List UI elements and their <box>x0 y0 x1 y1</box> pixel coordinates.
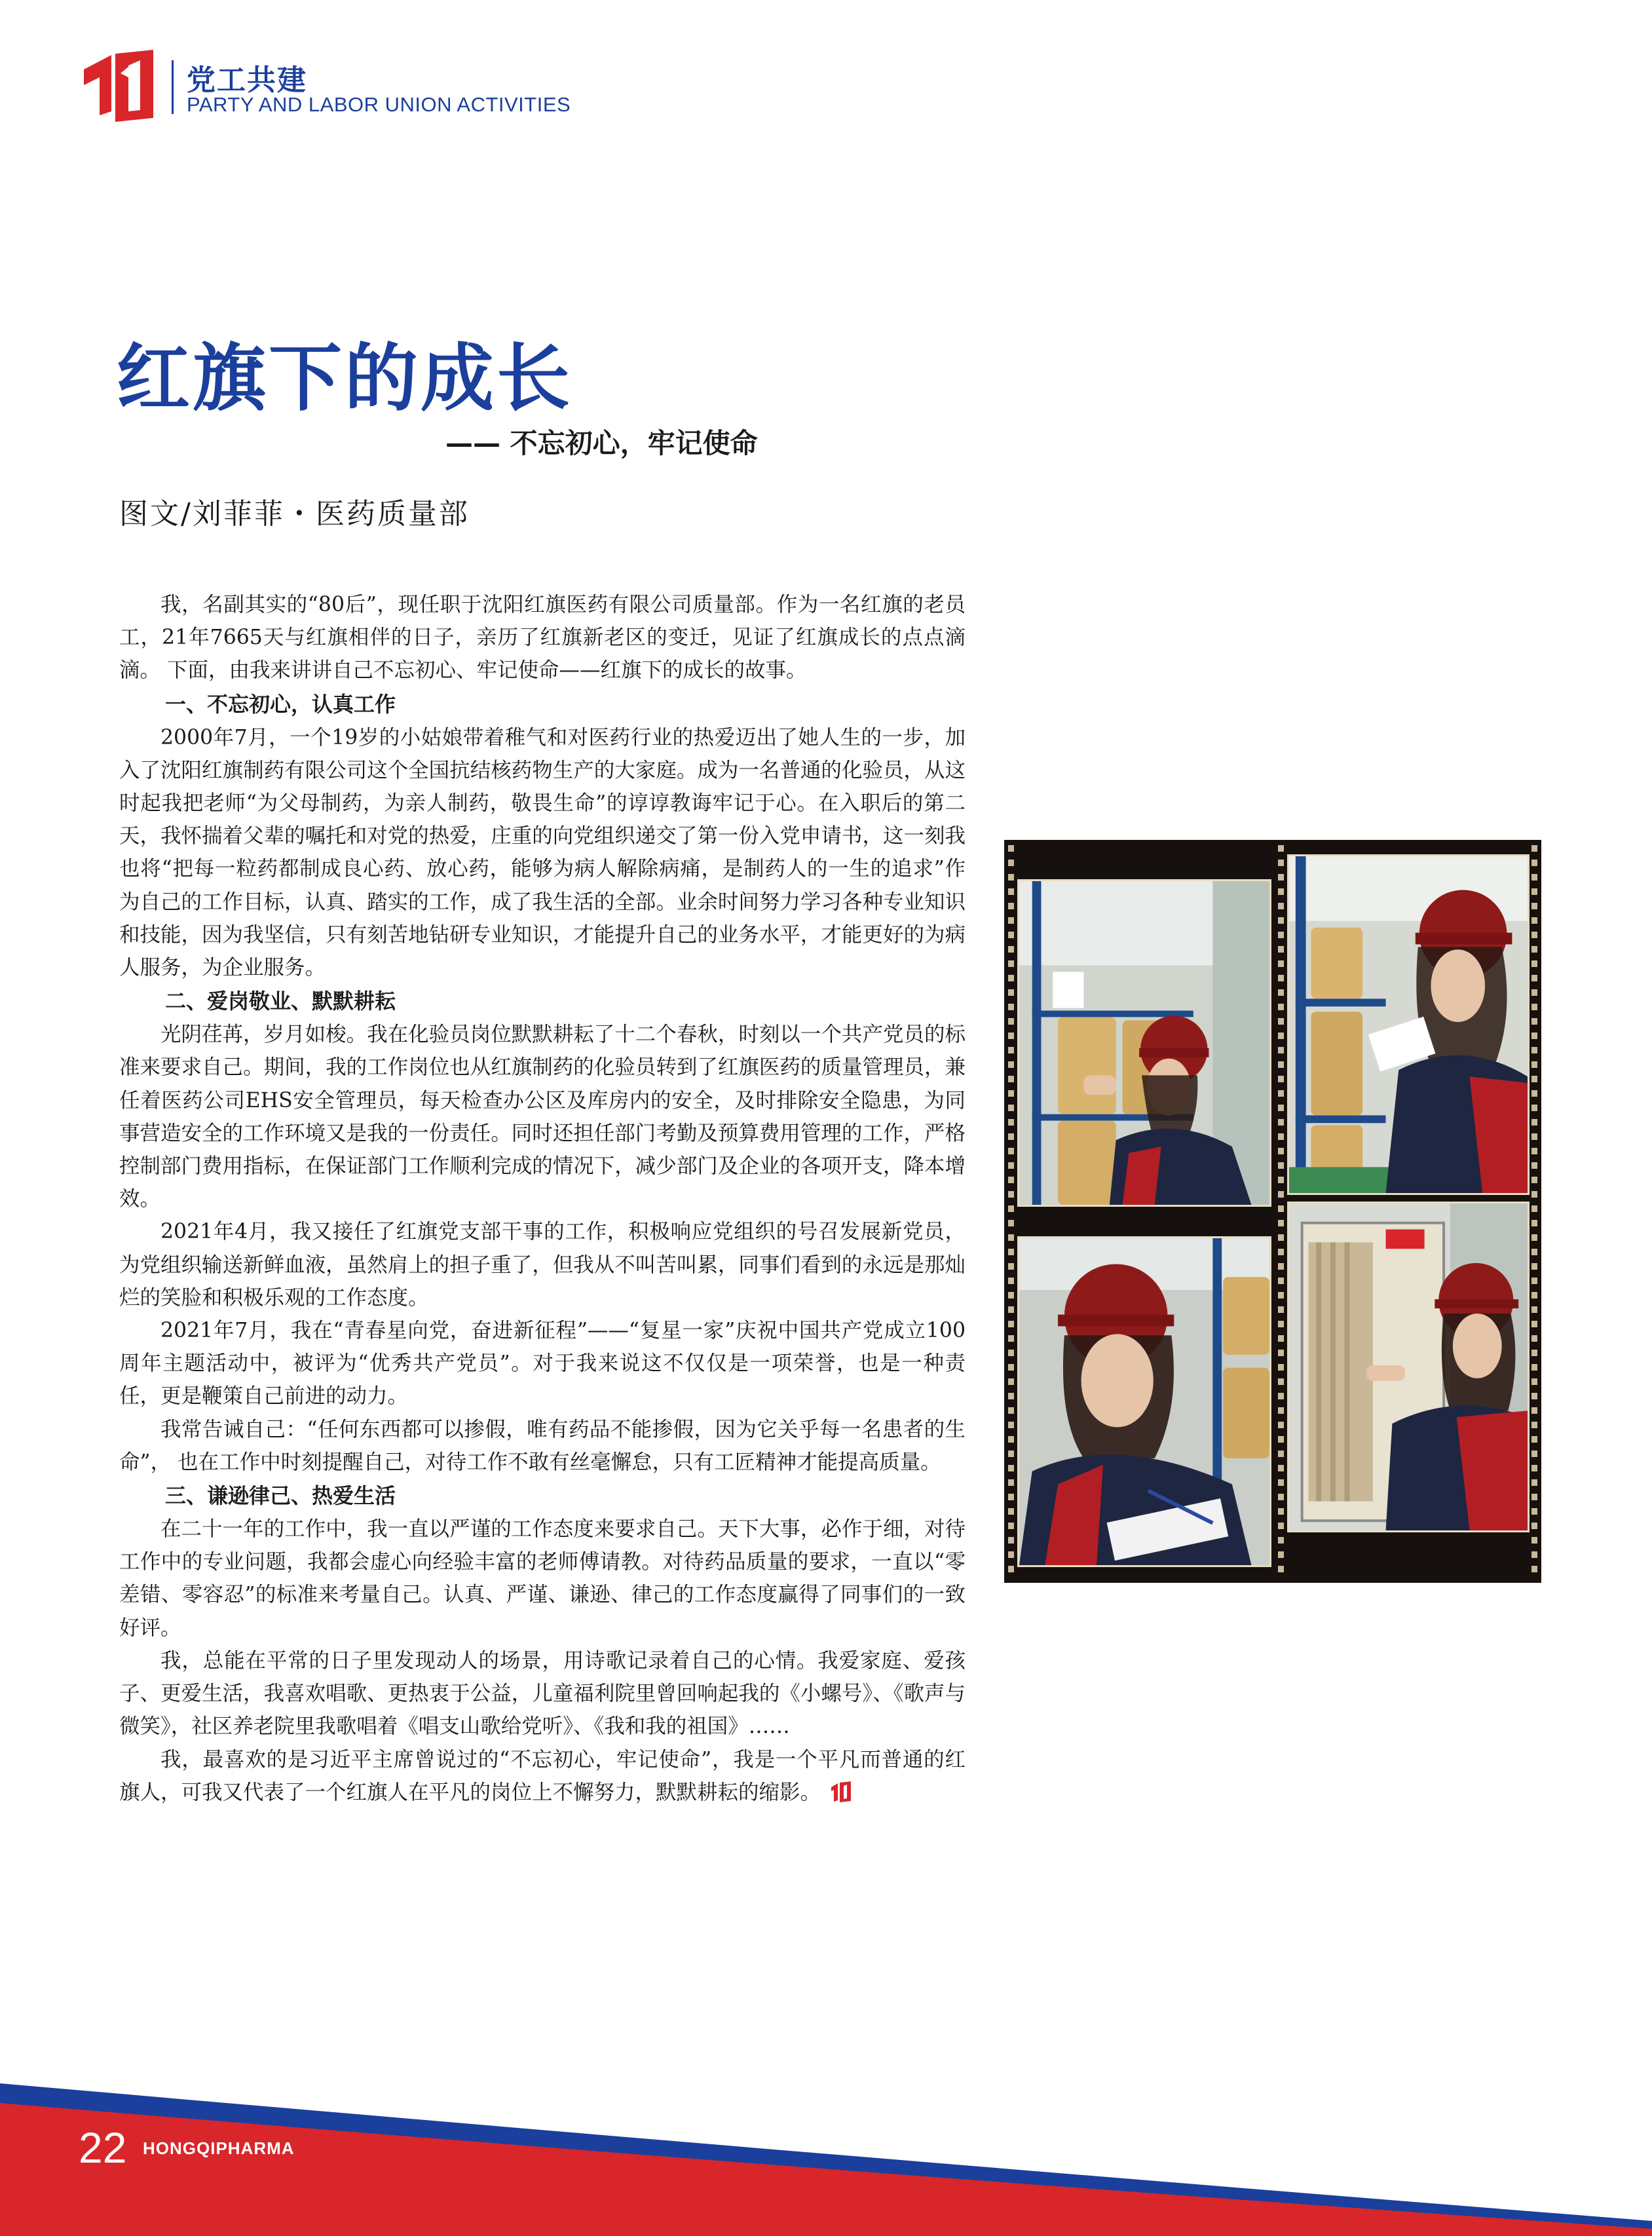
article-subtitle: —— 不忘初心，牢记使命 <box>445 427 758 459</box>
section2-paragraph-2: 2021年4月，我又接任了红旗党支部干事的工作，积极响应党组织的号召发展新党员，为党组织输送新鲜血液，虽然肩上的担子重了，但我从不叫苦叫累，同事们看到的永远是那灿烂的笑脸和积极乐观的工作态度。 <box>119 1220 966 1310</box>
section1-paragraph: 2000年7月，一个19岁的小姑娘带着稚气和对医药行业的热爱迈出了她人生的一步，加入了沈阳红旗制药有限公司这个全国抗结核药物生产的大家庭。成为一名普通的化验员，从这时起我把老师“为父母制药，为亲人制药，敬畏生命”的谆谆教诲牢记于心。在入职后的第二天，我怀揣着父辈的嘱托和对党的热爱，庄重的向党组织递交了第一份入党申请书，这一刻我也将“把每一粒药都制成良心药、放心药，能够为病人解除病痛，是制药人的一生的追求”作为自己的工作目标，认真、踏实的工作，成了我生活的全部。业余时间努力学习各种专业知识和技能，因为我坚信，只有刻苦地钻研专业知识，才能提升自己的业务水平，才能更好的为病人服务，为企业服务。 <box>119 725 966 980</box>
section-heading-1: 一、不忘初心，认真工作 <box>165 691 396 717</box>
photo-writing-record <box>1017 1236 1271 1567</box>
photo-fire-cabinet-check <box>1287 1202 1530 1532</box>
film-perforation-left <box>1008 845 1014 1578</box>
section-heading-3: 三、谦逊律己、热爱生活 <box>165 1483 396 1509</box>
section-heading-2: 二、爱岗敬业、默默耕耘 <box>165 989 396 1014</box>
section2-paragraph-3: 2021年7月，我在“青春星向党，奋进新征程”——“复星一家”庆祝中国共产党成立100周年主题活动中，被评为“优秀共产党员”。对于我来说这不仅仅是一项荣誉，也是一种责任，更是鞭策自己前进的动力。 <box>119 1319 966 1409</box>
section2-paragraph-4: 我常告诫自己：“任何东西都可以掺假，唯有药品不能掺假，因为它关乎每一名患者的生命”， 也在工作中时刻提醒自己，对待工作不敢有丝毫懈怠，只有工匠精神才能提高质量。 <box>119 1417 966 1474</box>
section2-paragraph-1: 光阴荏苒，岁月如梭。我在化验员岗位默默耕耘了十二个春秋，时刻以一个共产党员的标准来要求自己。期间，我的工作岗位也从红旗制药的化验员转到了红旗医药的质量管理员，兼任着医药公司EHS安全管理员，每天检查办公区及库房内的安全，及时排除安全隐患，为同事营造安全的工作环境又是我的一份责任。同时还担任部门考勤及预算费用管理的工作，严格控制部门费用指标，在保证部门工作顺利完成的情况下，减少部门及企业的各项开支，降本增效。 <box>119 1023 966 1211</box>
header-divider <box>172 60 174 114</box>
photo-warehouse-inspection-1 <box>1017 879 1271 1207</box>
page-number: 22 <box>79 2123 127 2172</box>
film-perforation-center <box>1278 845 1284 1578</box>
hongqi-logo-icon <box>80 47 159 126</box>
article-byline: 图文/刘菲菲・医药质量部 <box>119 497 470 531</box>
section3-paragraph-2: 我，总能在平常的日子里发现动人的场景，用诗歌记录着自己的心情。我爱家庭、爱孩子、更爱生活，我喜欢唱歌、更热衷于公益，儿童福利院里曾回响起我的《小螺号》、《歌声与微笑》，社区养老院里我歌唱着《唱支山歌给党听》、《我和我的祖国》…… <box>119 1648 966 1739</box>
article-title: 红旗下的成长 <box>117 336 573 421</box>
section-title-cn: 党工共建 <box>187 64 307 97</box>
article-body <box>119 588 966 1809</box>
intro-paragraph: 我，名副其实的“80后”，现任职于沈阳红旗医药有限公司质量部。作为一名红旗的老员工，21年7665天与红旗相伴的日子，亲历了红旗新老区的变迁，见证了红旗成长的点点滴滴。 下面，由我来讲讲自己不忘初心、牢记使命——红旗下的成长的故事。 <box>119 593 966 683</box>
photo-warehouse-inspection-2 <box>1287 854 1530 1195</box>
film-perforation-right <box>1531 845 1537 1578</box>
footer-brand: HONGQIPHARMA <box>143 2138 295 2158</box>
section3-paragraph-3 <box>119 1743 966 1809</box>
end-mark-icon <box>830 1781 852 1803</box>
section-title-en: PARTY AND LABOR UNION ACTIVITIES <box>187 93 571 116</box>
section3-paragraph-1: 在二十一年的工作中，我一直以严谨的工作态度来要求自己。天下大事，必作于细，对待工作中的专业问题，我都会虚心向经验丰富的老师傅请教。对待药品质量的要求，一直以“零差错、零容忍”的标准来考量自己。认真、严谨、谦逊、律己的工作态度赢得了同事们的一致好评。 <box>119 1517 966 1640</box>
section3-paragraph-3-text: 我，最喜欢的是习近平主席曾说过的“不忘初心，牢记使命”，我是一个平凡而普通的红旗人，可我又代表了一个红旗人在平凡的岗位上不懈努力，默默耕耘的缩影。 <box>119 1747 966 1804</box>
photo-collage <box>1004 840 1541 1583</box>
